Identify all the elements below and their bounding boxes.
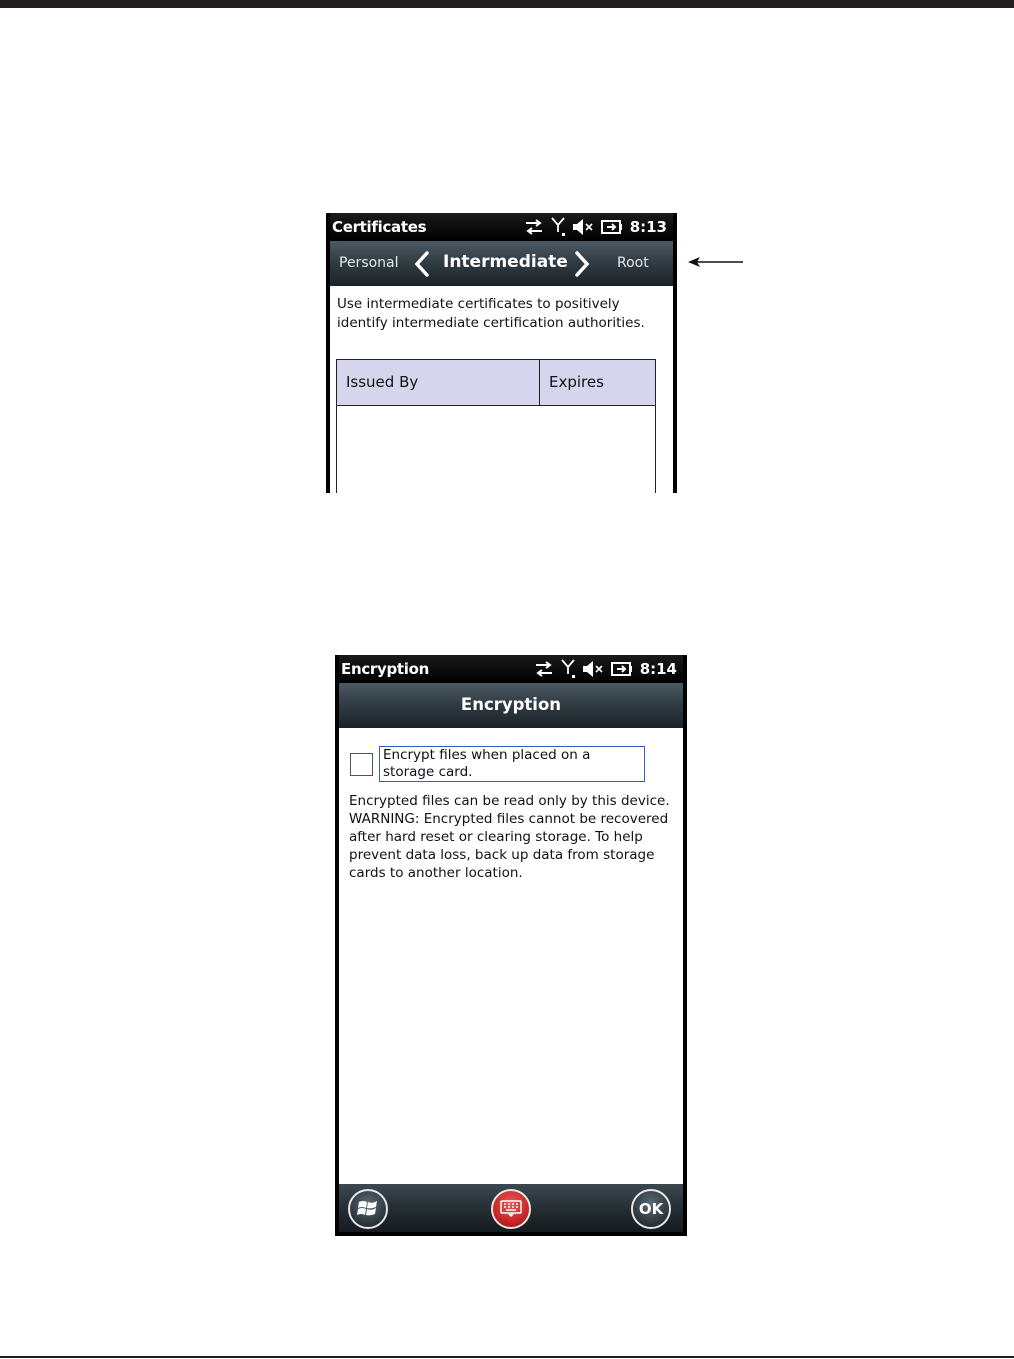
page-bottom-rule — [0, 1356, 1014, 1358]
table-header — [337, 360, 655, 406]
tab-intermediate[interactable]: Intermediate — [443, 252, 568, 272]
encrypt-files-label[interactable]: Encrypt files when placed on a storage card. — [379, 746, 645, 782]
status-title[interactable]: Encryption — [341, 660, 430, 678]
certificates-tab-bar — [330, 241, 673, 286]
speaker-muted-icon[interactable] — [572, 218, 594, 236]
chevron-left-icon[interactable] — [412, 251, 432, 277]
ok-button[interactable]: OK — [631, 1189, 671, 1229]
keyboard-button[interactable] — [491, 1189, 531, 1229]
bottom-bar — [339, 1184, 683, 1232]
certificates-table[interactable] — [336, 359, 656, 493]
page-top-rule — [0, 0, 1014, 8]
battery-charging-icon[interactable] — [601, 219, 623, 235]
status-bar — [330, 213, 673, 241]
status-icons — [534, 659, 677, 679]
column-issued-by-label: Issued By — [346, 373, 419, 391]
callout-arrow-icon — [688, 254, 744, 270]
status-title[interactable]: Certificates — [332, 218, 427, 236]
column-expires[interactable] — [540, 360, 655, 405]
tab-root[interactable]: Root — [617, 255, 649, 271]
keyboard-icon — [500, 1200, 522, 1218]
certificates-screen — [330, 213, 673, 493]
encryption-description: Encrypted files can be read only by this device. WARNING: Encrypted files cannot be recovered after hard reset or clearing storage. To help prevent data loss, back up data from storage cards to another location. — [349, 793, 670, 881]
encryption-screen — [339, 655, 683, 1232]
signal-antenna-icon[interactable] — [561, 659, 575, 679]
encrypt-files-checkbox[interactable] — [350, 753, 373, 776]
page-title: Encryption — [460, 695, 562, 714]
column-expires-label: Expires — [549, 373, 604, 391]
status-icons — [524, 217, 667, 237]
encryption-screenshot — [335, 655, 687, 1236]
sync-arrows-icon[interactable] — [534, 660, 554, 678]
certificates-screenshot — [326, 213, 677, 493]
status-time[interactable]: 8:13 — [629, 218, 667, 236]
chevron-right-icon[interactable] — [572, 251, 592, 277]
start-button[interactable] — [348, 1189, 388, 1229]
signal-antenna-icon[interactable] — [551, 217, 565, 237]
status-time[interactable]: 8:14 — [639, 660, 677, 678]
tab-personal[interactable]: Personal — [339, 255, 399, 271]
encryption-header — [339, 683, 683, 728]
speaker-muted-icon[interactable] — [582, 660, 604, 678]
sync-arrows-icon[interactable] — [524, 218, 544, 236]
certificates-description: Use intermediate certificates to positively identify intermediate certification authorities. — [337, 296, 645, 331]
column-issued-by[interactable] — [337, 360, 540, 405]
windows-start-icon — [357, 1198, 379, 1220]
battery-charging-icon[interactable] — [611, 661, 633, 677]
status-bar — [339, 655, 683, 683]
